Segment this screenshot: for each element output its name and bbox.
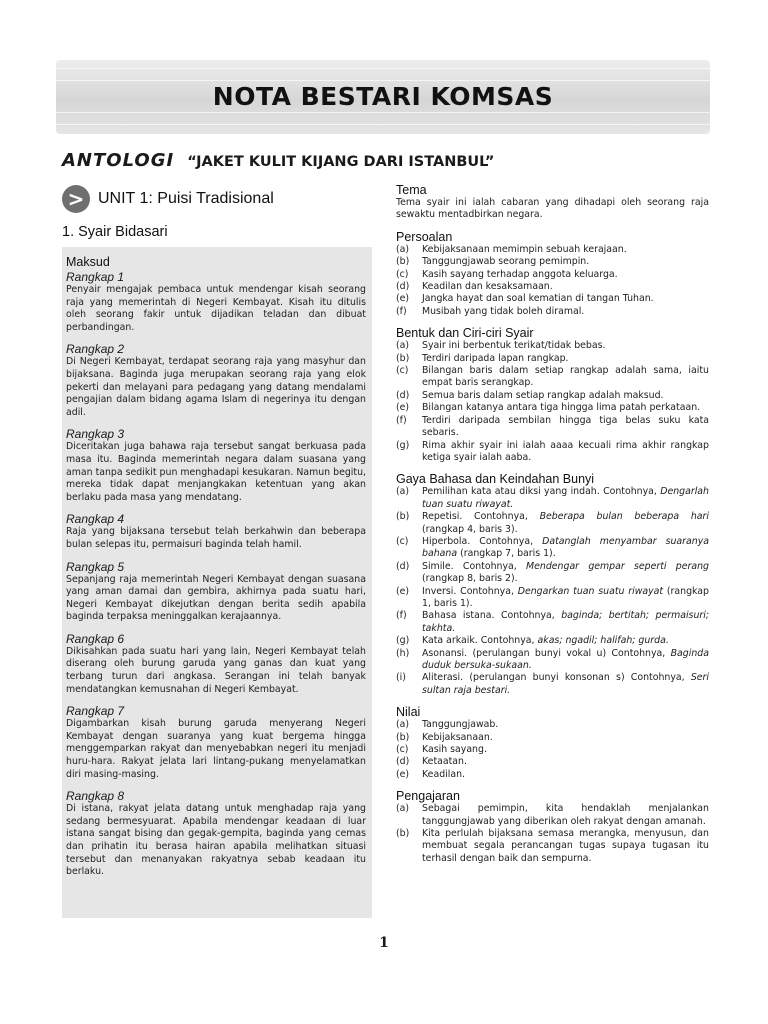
item-text xyxy=(422,306,709,318)
item-marker: (a) xyxy=(396,243,410,255)
item-marker: (g) xyxy=(396,635,410,647)
rangkap-item xyxy=(66,270,366,334)
item-text xyxy=(422,744,709,756)
item-text xyxy=(422,365,709,390)
list-item xyxy=(396,340,709,352)
item-example: akas; ngadil; halifah; gurda. xyxy=(537,635,669,647)
item-marker: (a) xyxy=(396,340,410,352)
item-main: Terdiri daripada lapan rangkap. xyxy=(422,352,569,364)
persoalan-heading: Persoalan xyxy=(396,229,453,244)
item-text xyxy=(422,256,709,268)
chevron-right-icon: > xyxy=(62,185,90,213)
item-marker: (c) xyxy=(396,744,409,756)
rangkap-title: Rangkap 2 xyxy=(66,342,125,357)
pengajaran-heading: Pengajaran xyxy=(396,789,460,804)
item-marker: (f) xyxy=(396,305,407,317)
item-main: Kasih sayang. xyxy=(422,744,487,756)
rangkap-item xyxy=(66,632,366,696)
list-item xyxy=(396,511,709,536)
nilai-heading: Nilai xyxy=(396,705,421,720)
item-marker: (d) xyxy=(396,389,410,401)
title-banner xyxy=(56,60,710,134)
item-example: Datanglah menyambar suaranya bahana xyxy=(422,535,709,560)
item-example: Mendengar gempar seperti perang xyxy=(526,560,710,572)
item-main: Syair ini berbentuk terikat/tidak bebas. xyxy=(422,340,606,352)
rangkap-text: Raja yang bijaksana tersebut telah berkahwin dan beberapa bulan selepas itu, permaisuri baginda telah hamil. xyxy=(66,526,366,550)
item-main: Hiperbola. Contohnya, xyxy=(422,535,534,547)
rangkap-item xyxy=(66,704,366,781)
item-text xyxy=(422,610,709,635)
tema-text: Tema syair ini ialah cabaran yang dihadapi oleh seorang raja sewaktu mentadbirkan negara. xyxy=(396,197,709,221)
item-example: baginda; bertitah; permaisuri; takhta. xyxy=(422,610,710,634)
item-example: Beberapa bulan beberapa hari xyxy=(539,511,709,523)
antologi-title: “JAKET KULIT KIJANG DARI ISTANBUL” xyxy=(187,154,495,170)
item-marker: (e) xyxy=(396,768,410,780)
item-marker: (h) xyxy=(396,647,410,659)
item-main: Repetisi. Contohnya, xyxy=(422,511,528,523)
item-text xyxy=(422,635,709,647)
list-item xyxy=(396,803,709,828)
list-item xyxy=(396,390,709,402)
item-text xyxy=(422,769,709,781)
item-marker: (a) xyxy=(396,803,410,815)
list-item xyxy=(396,415,709,440)
rangkap-text: Dikisahkan pada suatu hari yang lain, Negeri Kembayat telah diserang oleh burung garuda yang ganas dan kuat yang terbang turun dari angkasa. Serangan ini telah banyak mendatangkan kemusnahan di Negeri Kembayat. xyxy=(66,645,366,695)
item-marker: (b) xyxy=(396,828,410,840)
list-item xyxy=(396,402,709,414)
rangkap-item xyxy=(66,342,366,419)
item-text xyxy=(422,390,709,402)
maksud-heading: Maksud xyxy=(66,255,110,269)
item-marker: (d) xyxy=(396,281,410,293)
antologi-keyword: ANTOLOGI xyxy=(62,150,175,171)
rangkap-text: Digambarkan kisah burung garuda menyerang Negeri Kembayat dengan suaranya yang kuat bergema hingga menggemparkan rakyat dan menyebabkan negeri itu menjadi huru-hara. Rakyat jelata lari lintang-pukang menyelamatkan diri masing-masing. xyxy=(66,718,366,780)
item-marker: (b) xyxy=(396,731,410,743)
rangkap-title: Rangkap 1 xyxy=(66,270,125,284)
pengajaran-section xyxy=(396,789,709,865)
unit-header xyxy=(62,184,274,214)
item-text xyxy=(422,828,709,865)
item-text xyxy=(422,648,709,673)
persoalan-section xyxy=(396,230,709,318)
item-main: Kebijaksanaan memimpin sebuah kerajaan. xyxy=(422,243,627,255)
item-main: Rima akhir syair ini ialah aaaa kecuali rima akhir rangkap ketiga syair ialah aaba. xyxy=(422,439,709,463)
bentuk-section xyxy=(396,326,709,464)
item-marker: (b) xyxy=(396,256,410,268)
item-text xyxy=(422,486,709,511)
rangkap-title: Rangkap 3 xyxy=(66,427,125,442)
item-main: Ketaatan. xyxy=(422,756,467,768)
item-text xyxy=(422,440,709,465)
item-text xyxy=(422,756,709,768)
rangkap-text: Sepanjang raja memerintah Negeri Kembayat dengan suasana yang aman damai dan gembira, akhirnya pada suatu hari, Negeri Kembayat dikejutkan dengan berita sedih apabila baginda terpaksa meninggalkan kerajaannya. xyxy=(66,573,366,623)
item-text xyxy=(422,732,709,744)
item-text xyxy=(422,803,709,828)
page-number: 1 xyxy=(379,935,389,951)
item-text xyxy=(422,561,709,586)
rangkap-title: Rangkap 5 xyxy=(66,559,125,574)
rangkap-text: Penyair mengajak pembaca untuk mendengar kisah seorang raja yang memerintah di Negeri Kembayat. Kisah itu ditulis oleh seorang fakir untuk dijadikan teladan dan dibuat perbandingan. xyxy=(66,284,366,333)
bentuk-heading: Bentuk dan Ciri-ciri Syair xyxy=(396,326,534,341)
item-text xyxy=(422,672,709,697)
list-item xyxy=(396,648,709,673)
item-main: Jangka hayat dan soal kematian di tangan Tuhan. xyxy=(422,293,654,305)
rangkap-text: Di istana, rakyat jelata datang untuk menghadap raja yang sedang bermesyuarat. Apabila mendengar keadaan di luar istana sangat bising dan gegak-gempita, baginda yang cemas dan prihatin itu berasa hairan apabila melihatkan situasi tersebut dan menanyakan rakyatnya sebab keadaan itu berlaku. xyxy=(66,803,366,878)
rangkap-item xyxy=(66,789,366,879)
tema-section xyxy=(396,183,709,222)
item-marker: (e) xyxy=(396,402,410,414)
list-item xyxy=(396,769,709,781)
tema-heading: Tema xyxy=(396,183,427,197)
item-reference: (rangkap 8, baris 2). xyxy=(422,573,518,585)
item-main: Pemilihan kata atau diksi yang indah. Contohnya, xyxy=(422,486,657,498)
item-text xyxy=(422,536,709,561)
item-main: Sebagai pemimpin, kita hendaklah menjalankan tanggungjawab yang diberikan oleh rakyat dengan amanah. xyxy=(422,803,709,827)
list-item xyxy=(396,635,709,647)
rangkap-item xyxy=(66,560,366,624)
item-example: Dengarkan tuan suatu riwayat xyxy=(517,585,664,597)
item-main: Kita perlulah bijaksana semasa merangka, menyusun, dan membuat segala perancangan tugas supaya tugasan itu terhasil dengan baik dan sempurna. xyxy=(422,828,709,864)
item-main: Tanggungjawab. xyxy=(422,719,499,731)
item-main: Aliterasi. (perulangan bunyi konsonan s) Contohnya, xyxy=(422,672,685,684)
list-item xyxy=(396,306,709,318)
list-item xyxy=(396,610,709,635)
item-main: Bilangan katanya antara tiga hingga lima patah perkataan. xyxy=(422,402,701,414)
rangkap-list xyxy=(66,270,366,879)
item-text xyxy=(422,340,709,352)
list-item xyxy=(396,828,709,865)
nilai-list xyxy=(396,719,709,781)
item-marker: (b) xyxy=(396,511,410,523)
rangkap-text: Diceritakan juga bahawa raja tersebut sangat berkuasa pada masa itu. Baginda memerintah negara dalam suasana yang aman tanpa sedikit pun menghadapi kesukaran. Namun begitu, mereka tidak dapat menjangkakan ketentuan yang akan berlaku pada masa yang mendatang. xyxy=(66,441,366,503)
item-text xyxy=(422,719,709,731)
antologi-heading xyxy=(62,150,494,171)
item-text xyxy=(422,511,709,536)
item-main: Musibah yang tidak boleh diramal. xyxy=(422,305,585,317)
item-marker: (e) xyxy=(396,585,410,597)
item-main: Terdiri daripada sembilan hingga tiga belas suku kata sebaris. xyxy=(422,414,709,439)
item-marker: (c) xyxy=(396,535,409,547)
item-main: Kata arkaik. Contohnya, xyxy=(422,635,535,647)
maksud-box xyxy=(62,247,372,918)
item-main: Bahasa istana. Contohnya, xyxy=(422,610,555,622)
item-main: Bilangan baris dalam setiap rangkap adalah sama, iaitu empat baris serangkap. xyxy=(422,365,709,389)
rangkap-title: Rangkap 8 xyxy=(66,789,125,804)
list-item xyxy=(396,732,709,744)
list-item xyxy=(396,719,709,731)
item-text xyxy=(422,586,709,611)
list-item xyxy=(396,353,709,365)
item-example: Seri sultan raja bestari. xyxy=(422,672,710,696)
list-item xyxy=(396,486,709,511)
item-reference: (rangkap 7, baris 1). xyxy=(460,548,556,560)
item-marker: (a) xyxy=(396,719,410,731)
list-item xyxy=(396,561,709,586)
item-main: Keadilan. xyxy=(422,768,466,780)
subsection-title: 1. Syair Bidasari xyxy=(62,224,168,240)
item-text xyxy=(422,353,709,365)
list-item xyxy=(396,256,709,268)
item-marker: (c) xyxy=(396,268,409,280)
item-marker: (d) xyxy=(396,756,410,768)
item-text xyxy=(422,415,709,440)
item-example: Dengarlah tuan suatu riwayat. xyxy=(422,486,709,510)
unit-label: UNIT 1: Puisi Tradisional xyxy=(98,190,274,207)
item-text xyxy=(422,244,709,256)
item-main: Kebijaksanaan. xyxy=(422,731,493,743)
item-main: Simile. Contohnya, xyxy=(422,560,517,572)
item-reference: (rangkap 1, baris 1). xyxy=(422,585,710,609)
item-marker: (a) xyxy=(396,486,410,498)
item-text xyxy=(422,269,709,281)
gaya-heading: Gaya Bahasa dan Keindahan Bunyi xyxy=(396,472,595,487)
item-example: Baginda duduk bersuka-sukaan. xyxy=(422,647,709,671)
item-main: Keadilan dan kesaksamaan. xyxy=(422,281,553,293)
right-column xyxy=(396,183,709,873)
list-item xyxy=(396,269,709,281)
rangkap-title: Rangkap 7 xyxy=(66,704,125,719)
item-main: Inversi. Contohnya, xyxy=(422,585,514,597)
nilai-section xyxy=(396,705,709,781)
item-main: Semua baris dalam setiap rangkap adalah maksud. xyxy=(422,389,664,401)
item-text xyxy=(422,402,709,414)
list-item xyxy=(396,586,709,611)
item-marker: (g) xyxy=(396,439,410,451)
item-main: Tanggungjawab seorang pemimpin. xyxy=(422,256,590,268)
list-item xyxy=(396,744,709,756)
page-title: NOTA BESTARI KOMSAS xyxy=(212,82,554,111)
item-marker: (b) xyxy=(396,352,410,364)
list-item xyxy=(396,536,709,561)
list-item xyxy=(396,281,709,293)
bentuk-list xyxy=(396,340,709,464)
persoalan-list xyxy=(396,244,709,318)
item-marker: (e) xyxy=(396,293,410,305)
item-marker: (c) xyxy=(396,365,409,377)
item-text xyxy=(422,281,709,293)
rangkap-item xyxy=(66,427,366,504)
list-item xyxy=(396,365,709,390)
gaya-section xyxy=(396,472,709,697)
list-item xyxy=(396,293,709,305)
rangkap-title: Rangkap 6 xyxy=(66,631,125,646)
rangkap-item xyxy=(66,512,366,551)
item-main: Asonansi. (perulangan bunyi vokal u) Contohnya, xyxy=(422,647,666,659)
list-item xyxy=(396,672,709,697)
item-marker: (d) xyxy=(396,560,410,572)
pengajaran-list xyxy=(396,803,709,865)
gaya-list xyxy=(396,486,709,697)
item-marker: (i) xyxy=(396,672,406,684)
list-item xyxy=(396,756,709,768)
item-text xyxy=(422,293,709,305)
rangkap-title: Rangkap 4 xyxy=(66,512,125,527)
item-marker: (f) xyxy=(396,610,407,622)
rangkap-text: Di Negeri Kembayat, terdapat seorang raja yang masyhur dan bijaksana. Baginda juga merupakan seorang raja yang elok pekerti dan melayani para pedagang yang datang mendalami pengajian dalam bidang agama Islam di negerinya itu dengan adil. xyxy=(66,356,366,418)
list-item xyxy=(396,440,709,465)
item-reference: (rangkap 4, baris 3). xyxy=(422,523,518,535)
item-marker: (f) xyxy=(396,414,407,426)
list-item xyxy=(396,244,709,256)
item-main: Kasih sayang terhadap anggota keluarga. xyxy=(422,268,618,280)
